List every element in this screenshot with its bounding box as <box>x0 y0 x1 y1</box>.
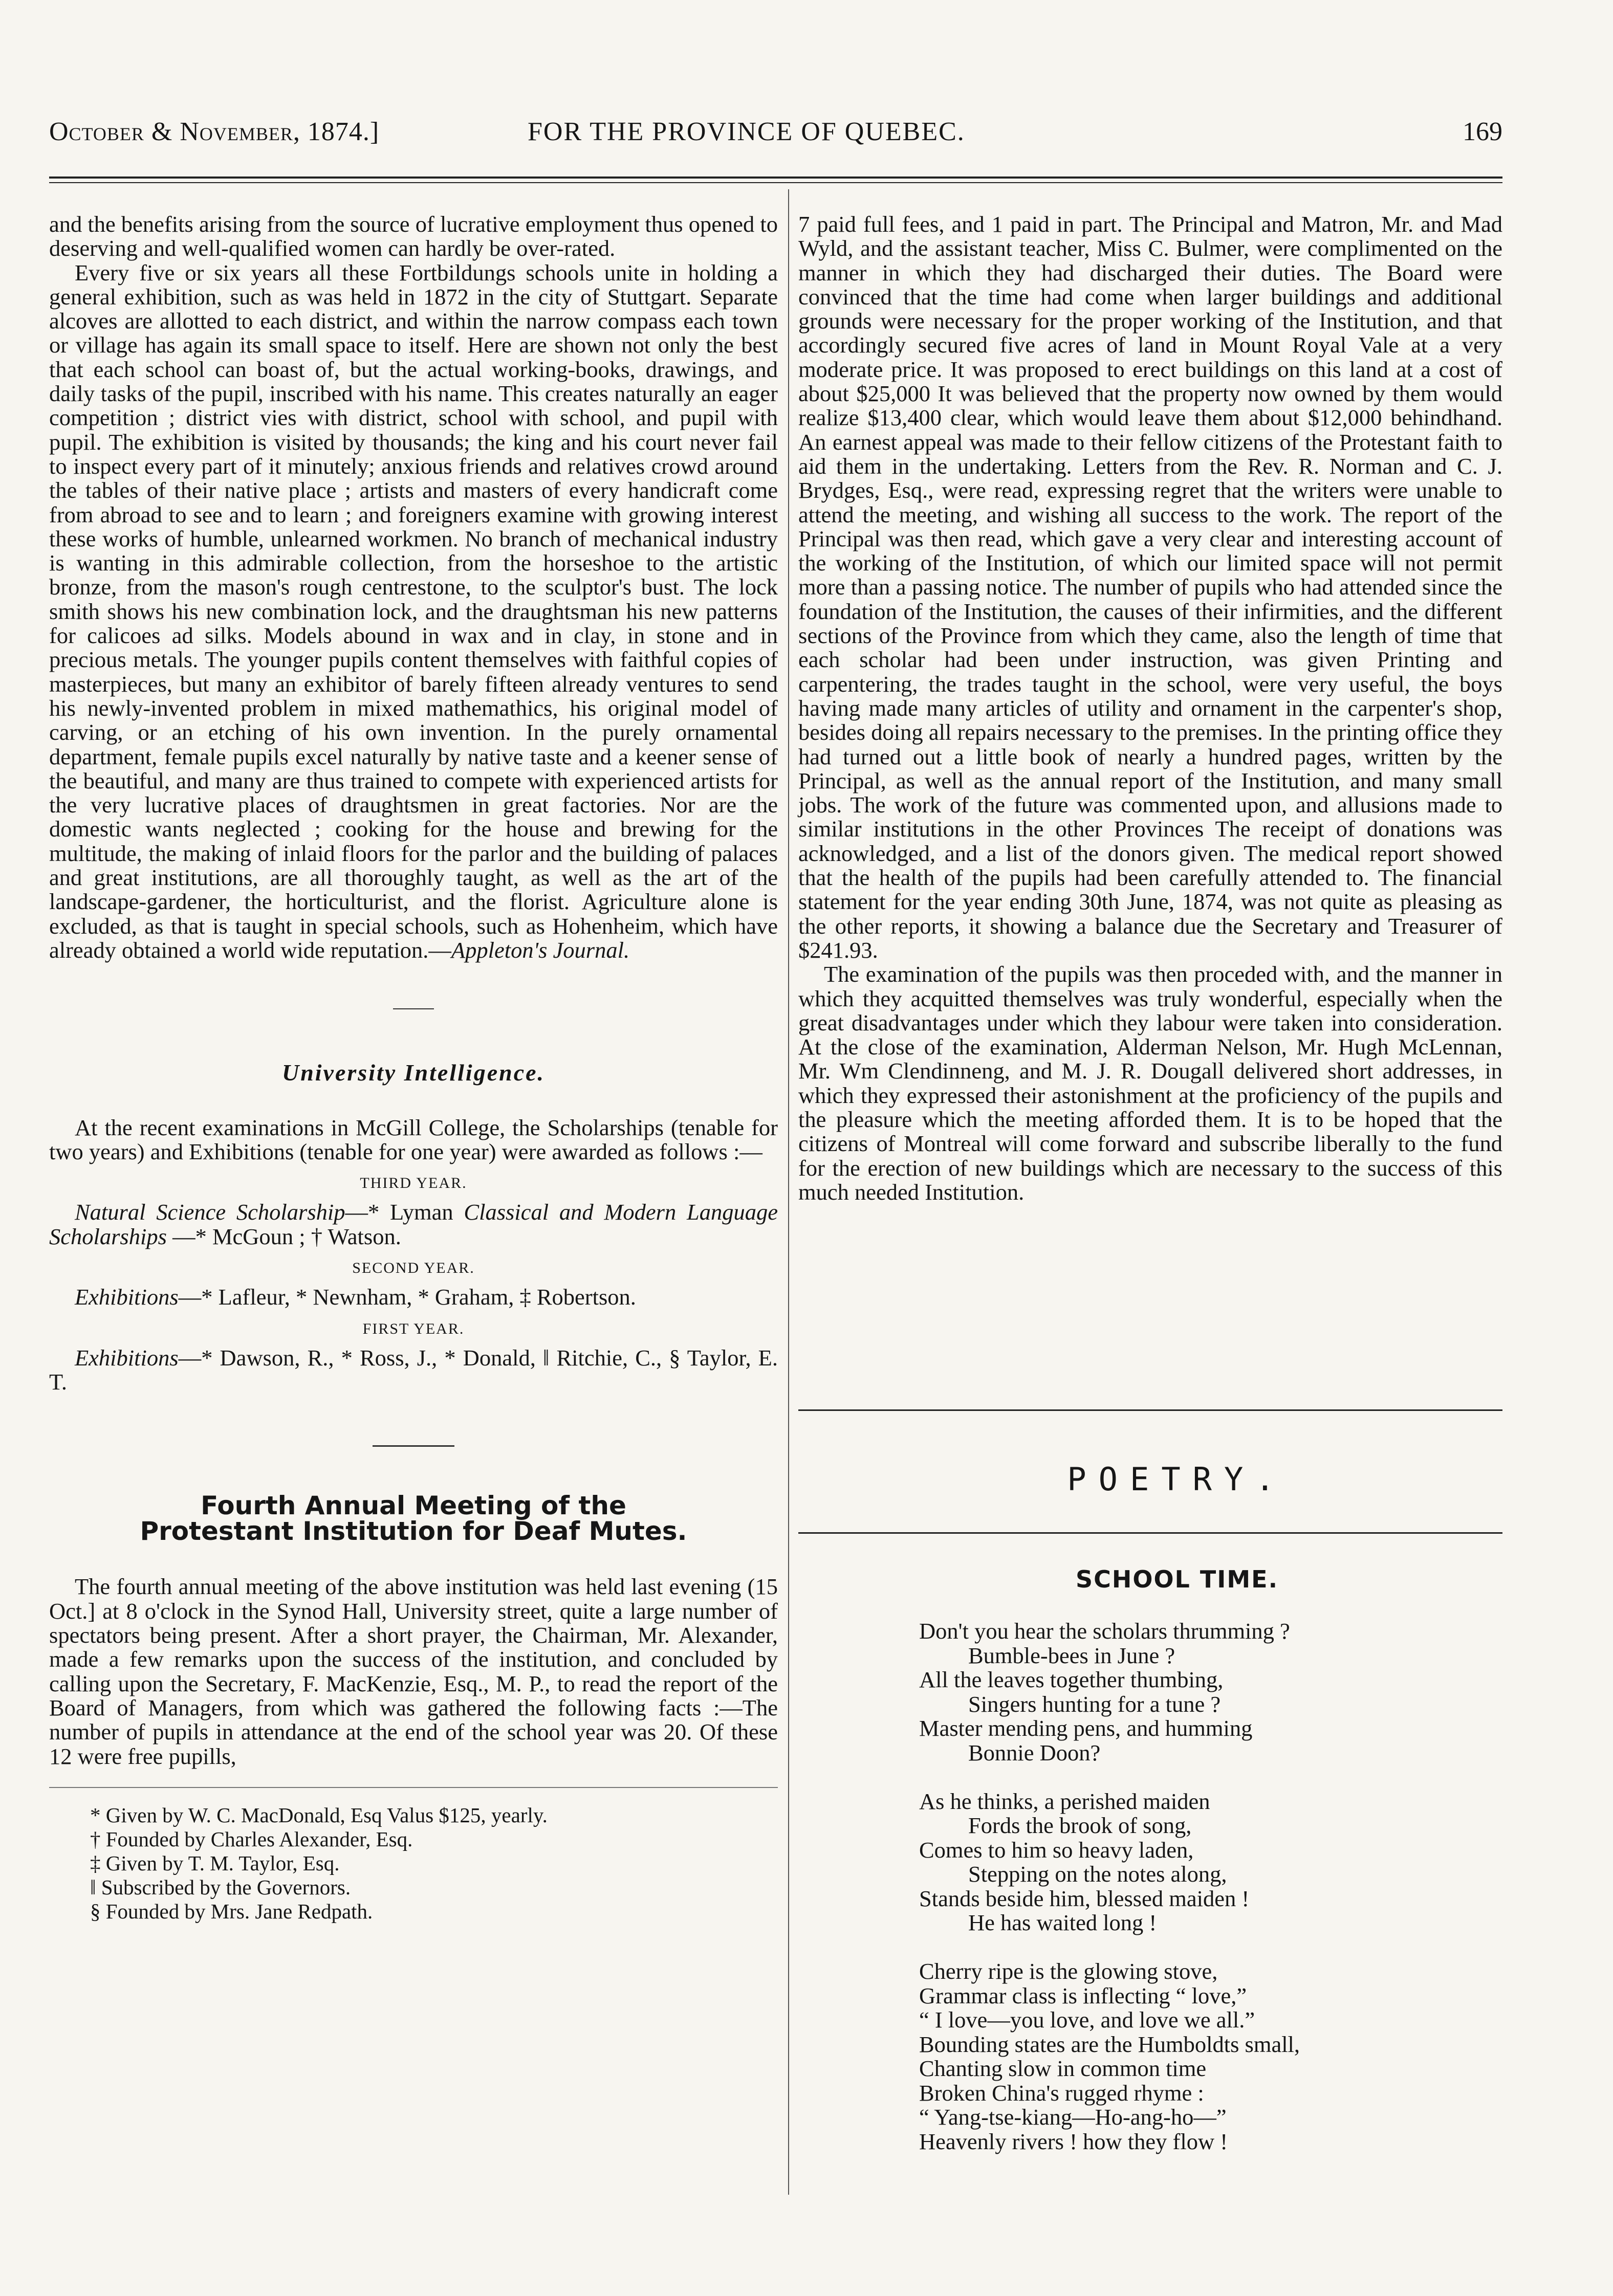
poem-line: Comes to him so heavy laden, <box>919 1837 1194 1863</box>
poem-line: All the leaves together thumbing, <box>919 1667 1224 1692</box>
award-recipients: —* Dawson, R., * Ross, J., * Donald, ‖ Ritchie, C., § Taylor, E. T. <box>49 1344 778 1395</box>
university-heading: University Intelligence. <box>281 1059 546 1086</box>
award-recipients: —* Lyman <box>345 1199 453 1225</box>
poem-line: Grammar class is inflecting “ love,” <box>919 1982 1247 2008</box>
footnote: ‖ Subscribed by the Governors. <box>90 1875 351 1899</box>
poem-line: Fords the brook of song, <box>968 1813 1192 1838</box>
source-citation: Appleton's Journal. <box>451 937 630 963</box>
right-paragraph-2: The examination of the pupils was then proceded with, and the manner in which they acquitted themselves was truly wonderful, especially when the great disadvantages under which they labour were taken into consideration. At the close of the examination, Alderman Nelson, Mr. Hugh McLennan, Mr. Wm Clendinneng, and M. J. R. Dougall delivered short addresses, in which they expressed their astonishment at the proficiency of the pupils and the pleasure which the meeting afforded them. It is to be hoped that the citizens of Montreal will come forward and subscribe liberally to the fund for the erection of new buildings which are necessary to the success of this much needed Institution. <box>798 961 1502 1205</box>
poem-line: Broken China's rugged rhyme : <box>919 2080 1204 2106</box>
award-name: Natural Science Scholarship <box>75 1199 345 1225</box>
deaf-mutes-heading: Fourth Annual Meeting of the Protestant Institution for Deaf Mutes. <box>140 1491 687 1547</box>
poem-body <box>919 1619 1431 2154</box>
left-paragraph-2 <box>49 261 778 963</box>
left-column <box>49 212 778 1924</box>
poem-line: He has waited long ! <box>968 1910 1157 1935</box>
poem-line: Cherry ripe is the glowing stove, <box>919 1958 1218 1984</box>
award-recipients: —* McGoun ; † Watson. <box>172 1223 401 1249</box>
poetry-heading: POETRY. <box>1067 1461 1287 1498</box>
right-column <box>798 212 1502 1204</box>
footnote-rule <box>49 1787 778 1788</box>
second-year-label: SECOND YEAR. <box>352 1259 475 1276</box>
footnote: * Given by W. C. MacDonald, Esq Valus $125, yearly. <box>90 1803 548 1827</box>
deaf-mutes-paragraph: The fourth annual meeting of the above institution was held last evening (15 Oct.] at 8 o'clock in the Synod Hall, University street, quite a large number of spectators being present. After a short prayer, the Chairman, Mr. Alexander, made a few remarks upon the success of the institution, and concluded by calling upon the Secretary, F. MacKenzie, Esq., M. P., to read the report of the Board of Managers, from which was gathered the following facts :—The number of pupils in attendance at the end of the school year was 20. Of these 12 were free pupills, <box>49 1574 778 1769</box>
left-paragraph-1: and the benefits arising from the source of lucrative employment thus opened to deserving and well-qualified women can hardly be over-rated. <box>49 211 778 261</box>
page-number: 169 <box>1463 117 1502 146</box>
header-rule-bottom <box>49 182 1502 183</box>
award-recipients: —* Lafleur, * Newnham, * Graham, ‡ Robertson. <box>178 1284 636 1310</box>
poem-title: SCHOOL TIME. <box>1075 1565 1279 1593</box>
third-year-label: THIRD YEAR. <box>360 1175 467 1192</box>
fortbildungs-text: Every five or six years all these Fortbildungs schools unite in holding a general exhibition, such as was held in 1872 in the city of Stuttgart. Separate alcoves are allotted to each district, and within the narrow compass each town or village has again its small space to itself. Here are shown not only the best that each school can boast of, but the actual working-books, drawings, and daily tasks of the pupil, inscribed with his name. This creates naturally an eager competition ; district vies with district, school with school, and pupil with pupil. The exhibition is visited by thousands; the king and his court never fail to inspect every part of it minutely; anxious friends and relatives crowd around the tables of their native place ; artists and masters of every handicraft come from abroad to see and to learn ; and foreigners examine with growing interest these works of humble, unlearned workmen. No branch of mechanical industry is wanting in this admirable collection, from the horseshoe to the artistic bronze, from the mason's rough centrestone, to the sculptor's bust. The lock smith shows his new combination lock, and the draughtsman his new patterns for calicoes ad silks. Models abound in wax and in clay, in stone and in precious metals. The younger pupils content themselves with faithful copies of masterpieces, but many an exhibitor of barely fifteen already ventures to send his newly-invented problem in mixed mathemathics, his original model of carving, or an etching of his own invention. In the purely ornamental department, female pupils excel naturally by native taste and a keener sense of the beautiful, and many are thus trained to compete with experienced artists for the very lucrative places of draughtsmen in great factories. Nor are the domestic wants neglected ; cooking for the house and brewing for the multitude, the making of inlaid floors for the parlor and the building of palaces and great institutions, are all thoroughly taught, as well as the art of the landscape-gardener, the horticulturist, and the florist. Agriculture alone is excluded, as that is taught in special schools, such as Hohenheim, which have already obtained a world wide reputation.— <box>49 259 778 963</box>
poem-line: “ I love—you love, and love we all.” <box>919 2007 1255 2033</box>
footnotes <box>49 1803 778 1924</box>
poem-line <box>919 1765 1431 1790</box>
poem-line <box>919 1935 1431 1960</box>
poem-line: Don't you hear the scholars thrumming ? <box>919 1618 1290 1644</box>
header-rule-top <box>49 176 1502 179</box>
poem-line: Stepping on the notes along, <box>968 1861 1227 1887</box>
third-year-awards <box>49 1200 778 1249</box>
poem-line: Singers hunting for a tune ? <box>968 1691 1221 1717</box>
poem-line: Master mending pens, and humming <box>919 1715 1253 1741</box>
first-year-label: FIRST YEAR. <box>362 1320 465 1337</box>
poem-line: Bumble-bees in June ? <box>968 1642 1175 1668</box>
poem-line: Stands beside him, blessed maiden ! <box>919 1885 1250 1911</box>
poem-line: “ Yang-tse-kiang—Ho-ang-ho—” <box>919 2104 1227 2130</box>
right-paragraph-1: 7 paid full fees, and 1 paid in part. The Principal and Matron, Mr. and Mad Wyld, and the assistant teacher, Miss C. Bulmer, were complimented on the manner in which they had discharged their duties. The Board were convinced that the time had come when larger buildings and additional grounds were necessary for the proper working of the Institution, and that accordingly secured five acres of land in Mount Royal Vale at a very moderate price. It was proposed to erect buildings on this land at a cost of about $25,000 It was believed that the property now owned by them would realize $13,400 clear, which would leave them about $12,000 behindhand. An earnest appeal was made to their fellow citizens of the Protestant faith to aid them in the undertaking. Letters from the Rev. R. Norman and C. J. Brydges, Esq., were read, expressing regret that the writers were unable to attend the meeting, and wishing all success to the work. The report of the Principal was then read, which gave a very clear and interesting account of the working of the Institution, of which our limited space will not permit more than a passing notice. The number of pupils who had attended since the foundation of the Institution, the causes of their infirmities, and the different sections of the Province from which they came, also the length of time that each scholar had been under instruction, was given Printing and carpentering, the trades taught in the school, were very useful, the boys having made many articles of utility and ornament in the carpenter's shop, besides doing all repairs necessary to the premises. In the printing office they had turned out a little book of nearly a hundred pages, written by the Principal, as well as the annual report of the Institution, and many small jobs. The work of the future was commented upon, and allusions made to similar institutions in the other Provinces The receipt of donations was acknowledged, and a list of the donors given. The medical report showed that the health of the pupils had been carefully attended to. The financial statement for the year ending 30th June, 1874, was not quite as pleasing as the other reports, it showing a balance due the Secretary and Treasurer of $241.93. <box>798 211 1502 963</box>
page-header <box>49 117 1502 163</box>
section-separator-1 <box>393 1008 434 1009</box>
poem-line: Bounding states are the Humboldts small, <box>919 2031 1300 2057</box>
award-name: Exhibitions <box>75 1344 179 1371</box>
university-paragraph: At the recent examinations in McGill College, the Scholarships (tenable for two years) and Exhibitions (tenable for one year) were awarded as follows :— <box>49 1114 778 1164</box>
issue-date: October & November, 1874.] <box>49 117 380 146</box>
footnote: ‡ Given by T. M. Taylor, Esq. <box>90 1851 340 1875</box>
poem-line: Chanting slow in common time <box>919 2056 1207 2081</box>
first-year-awards <box>49 1346 778 1395</box>
footnote: † Founded by Charles Alexander, Esq. <box>90 1827 413 1851</box>
second-year-awards <box>49 1285 778 1309</box>
poetry-rule-top <box>798 1409 1502 1411</box>
poetry-rule-bottom <box>798 1532 1502 1534</box>
poem-line: Bonnie Doon? <box>968 1739 1101 1765</box>
section-separator-2 <box>373 1445 454 1447</box>
footnote: § Founded by Mrs. Jane Redpath. <box>90 1899 373 1923</box>
column-divider <box>788 189 789 2195</box>
poem-line: Heavenly rivers ! how they flow ! <box>919 2128 1228 2154</box>
running-title: FOR THE PROVINCE OF QUEBEC. <box>528 117 965 146</box>
award-name: Classical and Modern Language Scholarships <box>49 1199 778 1249</box>
award-name: Exhibitions <box>75 1284 179 1310</box>
poem-line: As he thinks, a perished maiden <box>919 1788 1210 1814</box>
